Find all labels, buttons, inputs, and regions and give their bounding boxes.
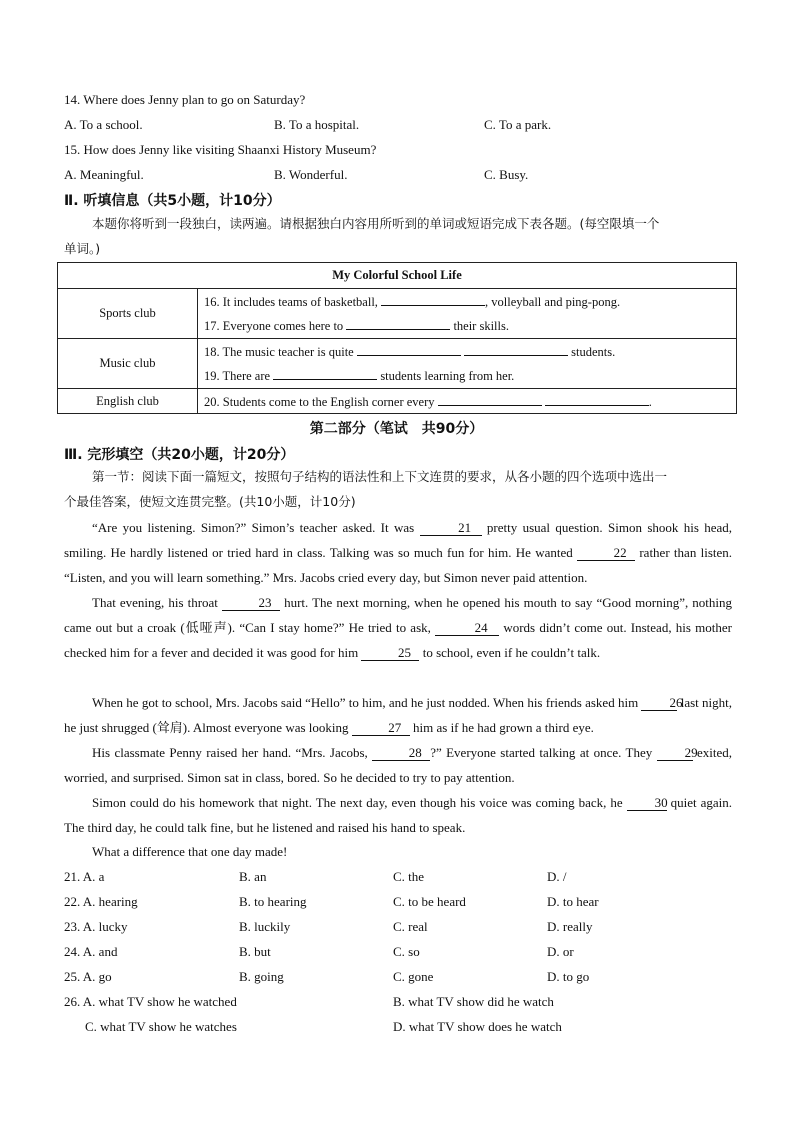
q26-option-d: D. what TV show does he watch: [393, 1019, 562, 1034]
blank-27[interactable]: 27: [352, 721, 410, 736]
q20-row: 20. Students come to the English corner every .: [198, 389, 737, 414]
q17-blank[interactable]: [346, 317, 450, 330]
q16-blank[interactable]: [381, 293, 485, 306]
passage-paragraph-5: Simon could do his homework that night. The next day, even though his voice was coming back, he 30 quiet again. The third day, he could talk fine, but he listened and raised his hand to speak.: [64, 795, 733, 835]
blank-23[interactable]: 23: [222, 596, 280, 611]
part-2-title: 第二部分（笔试 共90分）: [309, 421, 484, 437]
school-life-table: [57, 262, 737, 414]
q25-option-a: 25. A. go: [64, 969, 112, 984]
q21-option-c: C. the: [393, 869, 425, 884]
q24-option-b: B. but: [239, 944, 271, 959]
q26-option-b: B. what TV show did he watch: [393, 994, 554, 1009]
passage-paragraph-1: “Are you listening. Simon?” Simon’s teacher asked. It was 21 pretty usual question. Simon shook his head, smiling. He hardly listened or tried hard in class. Talking was so much fun for him. He wanted 22 rather than listen. “Listen, and you will learn something.” Mrs. Jacobs cried every day, but Simon never paid attention.: [64, 520, 733, 585]
q15-option-a: A. Meaningful.: [64, 167, 144, 182]
blank-22[interactable]: 22: [577, 546, 635, 561]
blank-28[interactable]: 28: [372, 746, 430, 761]
q22-option-c: C. to be heard: [393, 894, 466, 909]
q14-option-c: C. To a park.: [484, 117, 552, 132]
q21-option-a: 21. A. a: [64, 869, 105, 884]
q25-option-c: C. gone: [393, 969, 434, 984]
q22-option-d: D. to hear: [547, 894, 599, 909]
passage-paragraph-2: That evening, his throat 23 hurt. The next morning, when he opened his mouth to say “Good morning”, nothing came out but a croak (低哑声). “Can I stay home?” He tried to ask, 24 words didn’t come out. Instead, his mother checked him for a fever and decided it was good for him 25 to school, even if he couldn’t talk.: [64, 595, 733, 660]
section-3-instruction-cont: 个最佳答案，使短文连贯完整。(共10小题，计10分): [64, 494, 356, 509]
question-15: 15. How does Jenny like visiting Shaanxi History Museum?: [64, 142, 377, 157]
passage-paragraph-4: His classmate Penny raised her hand. “Mrs. Jacobs, 28 ?” Everyone started talking at once. They 29 exited, worried, and surprised. Simon sat in class, bored. So he decided to try to pay attention.: [64, 745, 733, 785]
blank-30[interactable]: 30: [627, 796, 667, 811]
q19-blank[interactable]: [273, 367, 377, 380]
blank-29[interactable]: 29: [657, 746, 693, 761]
section-3-instruction: 第一节：阅读下面一篇短文，按照句子结构的语法性和上下文连贯的要求，从各小题的四个选项中选出一: [92, 469, 668, 484]
q23-option-b: B. luckily: [239, 919, 291, 934]
q20-blank-1[interactable]: [438, 393, 542, 406]
q23-option-a: 23. A. lucky: [64, 919, 128, 934]
passage-paragraph-3: When he got to school, Mrs. Jacobs said “Hello” to him, and he just nodded. When his friends asked him 26 last night, he just shrugged (耸肩). Almost everyone was looking 27 him as if he had grown a third eye.: [64, 695, 733, 735]
sports-club-cell: Sports club: [58, 289, 198, 339]
q14-option-a: A. To a school.: [64, 117, 143, 132]
english-club-cell: English club: [58, 389, 198, 414]
q18-blank-2[interactable]: [464, 343, 568, 356]
q23-option-d: D. really: [547, 919, 593, 934]
question-14: 14. Where does Jenny plan to go on Saturday?: [64, 92, 306, 107]
blank-26[interactable]: 26: [641, 696, 677, 711]
q24-option-d: D. or: [547, 944, 574, 959]
q23-option-c: C. real: [393, 919, 428, 934]
q14-option-b: B. To a hospital.: [274, 117, 360, 132]
q21-option-d: D. /: [547, 869, 567, 884]
q18-blank-1[interactable]: [357, 343, 461, 356]
blank-21[interactable]: 21: [420, 521, 482, 536]
q16-row: 16. It includes teams of basketball, , volleyball and ping-pong.: [198, 289, 737, 314]
q18-row: 18. The music teacher is quite students.: [198, 339, 737, 364]
q22-option-a: 22. A. hearing: [64, 894, 138, 909]
q17-row: 17. Everyone comes here to their skills.: [198, 314, 737, 339]
q25-option-b: B. going: [239, 969, 284, 984]
q26-option-a: 26. A. what TV show he watched: [64, 994, 237, 1009]
q15-option-b: B. Wonderful.: [274, 167, 348, 182]
section-2-instruction: 本题你将听到一段独白，读两遍。请根据独白内容用所听到的单词或短语完成下表各题。(每空限填一个: [92, 216, 660, 231]
blank-24[interactable]: 24: [435, 621, 499, 636]
table-title: My Colorful School Life: [58, 263, 737, 289]
q24-option-a: 24. A. and: [64, 944, 118, 959]
q22-option-b: B. to hearing: [239, 894, 307, 909]
section-3-title: Ⅲ. 完形填空（共20小题，计20分）: [64, 447, 295, 463]
q21-option-b: B. an: [239, 869, 267, 884]
q20-blank-2[interactable]: [545, 393, 649, 406]
q24-option-c: C. so: [393, 944, 420, 959]
q25-option-d: D. to go: [547, 969, 590, 984]
section-2-instruction-cont: 单词。): [64, 241, 101, 256]
q19-row: 19. There are students learning from her.: [198, 364, 737, 389]
music-club-cell: Music club: [58, 339, 198, 389]
blank-25[interactable]: 25: [361, 646, 419, 661]
passage-closing: What a difference that one day made!: [92, 844, 288, 859]
section-2-title: Ⅱ. 听填信息（共5小题，计10分）: [64, 193, 281, 209]
q15-option-c: C. Busy.: [484, 167, 529, 182]
q26-option-c: C. what TV show he watches: [85, 1019, 237, 1034]
